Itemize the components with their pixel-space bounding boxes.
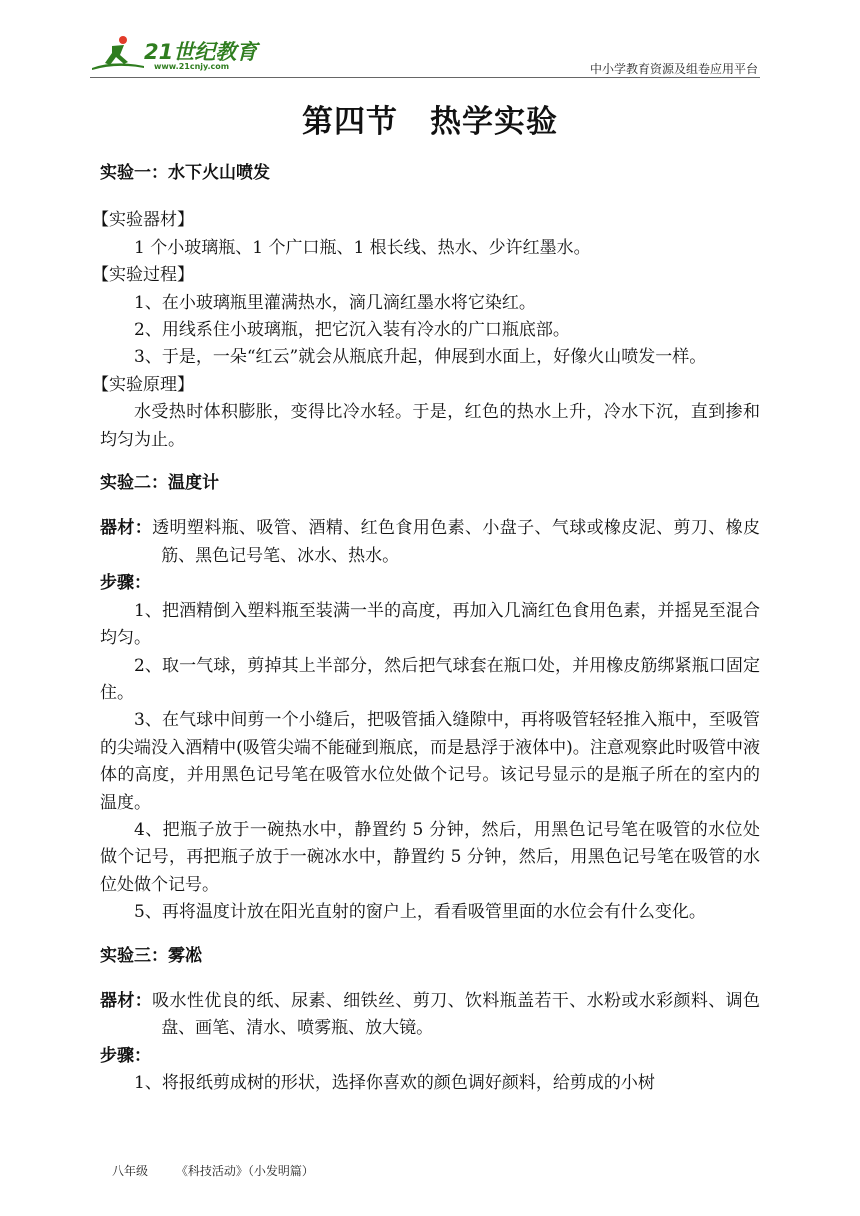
exp3-materials: 吸水性优良的纸、尿素、细铁丝、剪刀、饮料瓶盖若干、水粉或水彩颜料、调色盘、画笔、清水、喷雾瓶、放大镜。 — [152, 990, 761, 1039]
page-header — [90, 30, 760, 78]
exp3-heading: 实验三：雾凇 — [100, 945, 202, 966]
exp2-heading: 实验二：温度计 — [100, 473, 219, 494]
experiment-2 — [100, 470, 760, 927]
experiment-3 — [100, 943, 760, 1098]
exp2-step-3: 3、在气球中间剪一个小缝后，把吸管插入缝隙中，再将吸管轻轻推入瓶中，至吸管的尖端没入酒精中(吸管尖端不能碰到瓶底，而是悬浮于液体中)。注意观察此时吸管中液体的高度，并用黑色记号笔在吸管水位处做个记号。该记号显示的是瓶子所在的室内的温度。 — [100, 710, 760, 813]
exp1-principle: 水受热时体积膨胀，变得比冷水轻。于是，红色的热水上升，冷水下沉，直到掺和均匀为止。 — [100, 402, 760, 450]
logo-url: www.21cnjy.com — [154, 62, 230, 71]
platform-name: 中小学教育资源及组卷应用平台 — [589, 62, 758, 76]
exp3-materials-label: 器材： — [100, 990, 153, 1011]
exp1-step-3: 3、于是，一朵“红云”就会从瓶底升起，伸展到水面上，好像火山喷发一样。 — [134, 347, 707, 368]
exp2-step-2: 2、取一气球，剪掉其上半部分，然后把气球套在瓶口处，并用橡皮筋绑紧瓶口固定住。 — [100, 655, 760, 703]
exp1-step-1: 1、在小玻璃瓶里灌满热水，滴几滴红墨水将它染红。 — [134, 292, 536, 313]
exp2-materials-label: 器材： — [100, 518, 153, 539]
experiment-1 — [92, 160, 760, 454]
logo-text: 21世纪教育 — [144, 40, 258, 64]
exp1-process-label: 【实验过程】 — [92, 265, 194, 286]
exp2-steps-label: 步骤： — [100, 573, 151, 594]
exp1-materials: 1 个小玻璃瓶、1 个广口瓶、1 根长线、热水、少许红墨水。 — [134, 237, 591, 258]
exp2-step-1: 1、把酒精倒入塑料瓶至装满一半的高度，再加入几滴红色食用色素，并摇晃至混合均匀。 — [100, 600, 760, 649]
exp2-step-4: 4、把瓶子放于一碗热水中，静置约 5 分钟，然后，用黑色记号笔在吸管的水位处做个记号，再把瓶子放于一碗冰水中，静置约 5 分钟，然后，用黑色记号笔在吸管的水位处做个记号。 — [100, 819, 760, 895]
footer-grade: 八年级 — [112, 1164, 149, 1178]
exp2-materials: 透明塑料瓶、吸管、酒精、红色食用色素、小盘子、气球或橡皮泥、剪刀、橡皮筋、黑色记号笔、冰水、热水。 — [152, 518, 761, 566]
exp3-steps-label: 步骤： — [100, 1045, 151, 1066]
exp3-step-1: 1、将报纸剪成树的形状，选择你喜欢的颜色调好颜料，给剪成的小树 — [134, 1073, 655, 1094]
document-body — [92, 96, 761, 1098]
exp1-heading: 实验一：水下火山喷发 — [100, 163, 270, 183]
exp2-step-5: 5、再将温度计放在阳光直射的窗户上，看看吸管里面的水位会有什么变化。 — [134, 902, 706, 923]
exp2-materials-row — [100, 515, 760, 570]
exp3-materials-row — [100, 988, 760, 1043]
runner-logo-icon — [90, 34, 146, 74]
exp1-principle-label: 【实验原理】 — [92, 374, 194, 395]
page-footer — [112, 1162, 332, 1179]
logo — [90, 30, 280, 76]
header-divider — [90, 77, 760, 78]
page-title: 第四节 热学实验 — [302, 104, 558, 140]
exp1-materials-label: 【实验器材】 — [92, 210, 194, 231]
exp1-step-2: 2、用线系住小玻璃瓶，把它沉入装有冷水的广口瓶底部。 — [134, 320, 570, 341]
footer-book: 《科技活动》（小发明篇） — [175, 1164, 314, 1178]
